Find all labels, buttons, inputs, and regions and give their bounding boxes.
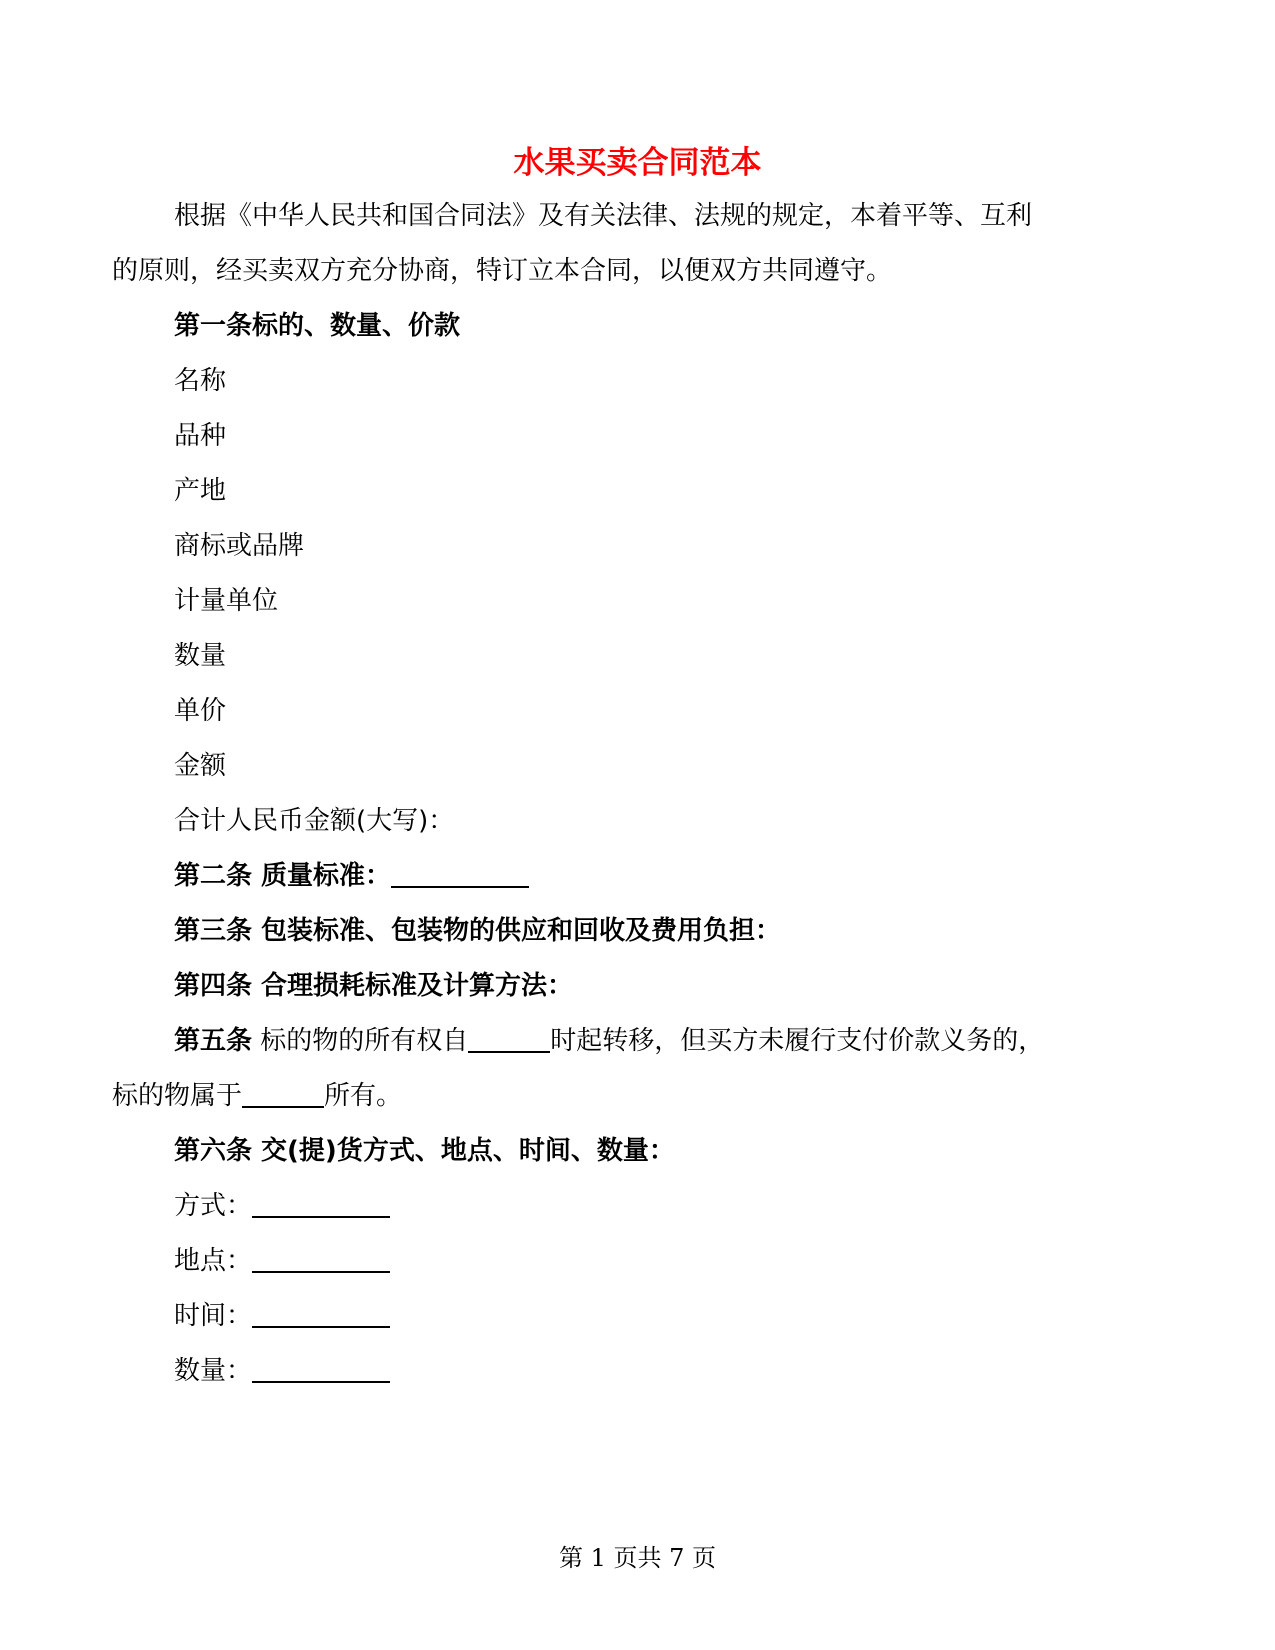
article-6-heading: 第六条 交(提)货方式、地点、时间、数量： — [174, 1136, 675, 1166]
article-6-field-method — [0, 1188, 1275, 1224]
page-footer: 第 1 页共 7 页 — [558, 1544, 717, 1572]
article-5-line-2 — [0, 1078, 1275, 1114]
field-label: 时间： — [174, 1301, 253, 1331]
intro-paragraph-line-1: 根据《中华人民共和国合同法》及有关法律、法规的规定，本着平等、互利 — [174, 201, 1033, 231]
page-title: 水果买卖合同范本 — [513, 145, 762, 181]
article-1-total: 合计人民币金额(大写)： — [174, 806, 455, 836]
quality-standard-blank — [391, 858, 529, 888]
article-1-item-amount: 金额 — [174, 751, 227, 781]
article-1-item-brand: 商标或品牌 — [174, 531, 305, 561]
field-label: 地点： — [174, 1246, 253, 1276]
article-1-item-quantity: 数量 — [174, 641, 227, 671]
article-1-item-unit-price: 单价 — [174, 696, 227, 726]
article-4-heading: 第四条 合理损耗标准及计算方法： — [174, 971, 574, 1001]
intro-paragraph-line-2: 的原则，经买卖双方充分协商，特订立本合同，以便双方共同遵守。 — [112, 256, 893, 286]
article-6-field-quantity — [0, 1353, 1275, 1389]
article-5-line-1 — [0, 1023, 1275, 1059]
time-blank — [252, 1298, 390, 1328]
article-6-field-location — [0, 1243, 1275, 1279]
article-1-item-unit: 计量单位 — [174, 586, 279, 616]
location-blank — [252, 1243, 390, 1273]
method-blank — [252, 1188, 390, 1218]
article-1-item-origin: 产地 — [174, 476, 227, 506]
article-5-text-a: 标的物的所有权自 — [252, 1026, 469, 1056]
article-3-heading: 第三条 包装标准、包装物的供应和回收及费用负担： — [174, 916, 782, 946]
article-1-heading: 第一条标的、数量、价款 — [174, 311, 461, 341]
ownership-party-blank — [242, 1078, 324, 1108]
article-6-field-time — [0, 1298, 1275, 1334]
ownership-transfer-blank — [468, 1023, 550, 1053]
quantity-blank — [252, 1353, 390, 1383]
article-5-text-d: 所有。 — [324, 1081, 403, 1111]
article-5-text-c: 标的物属于 — [112, 1081, 243, 1111]
article-2-line — [0, 858, 1275, 894]
article-1-item-name: 名称 — [174, 366, 227, 396]
article-5-text-b: 时起转移，但买方未履行支付价款义务的， — [550, 1026, 1045, 1056]
article-1-item-variety: 品种 — [174, 421, 227, 451]
field-label: 数量： — [174, 1356, 253, 1386]
article-5-label: 第五条 — [174, 1026, 253, 1056]
field-label: 方式： — [174, 1191, 253, 1221]
article-2-heading: 第二条 质量标准： — [174, 861, 392, 891]
